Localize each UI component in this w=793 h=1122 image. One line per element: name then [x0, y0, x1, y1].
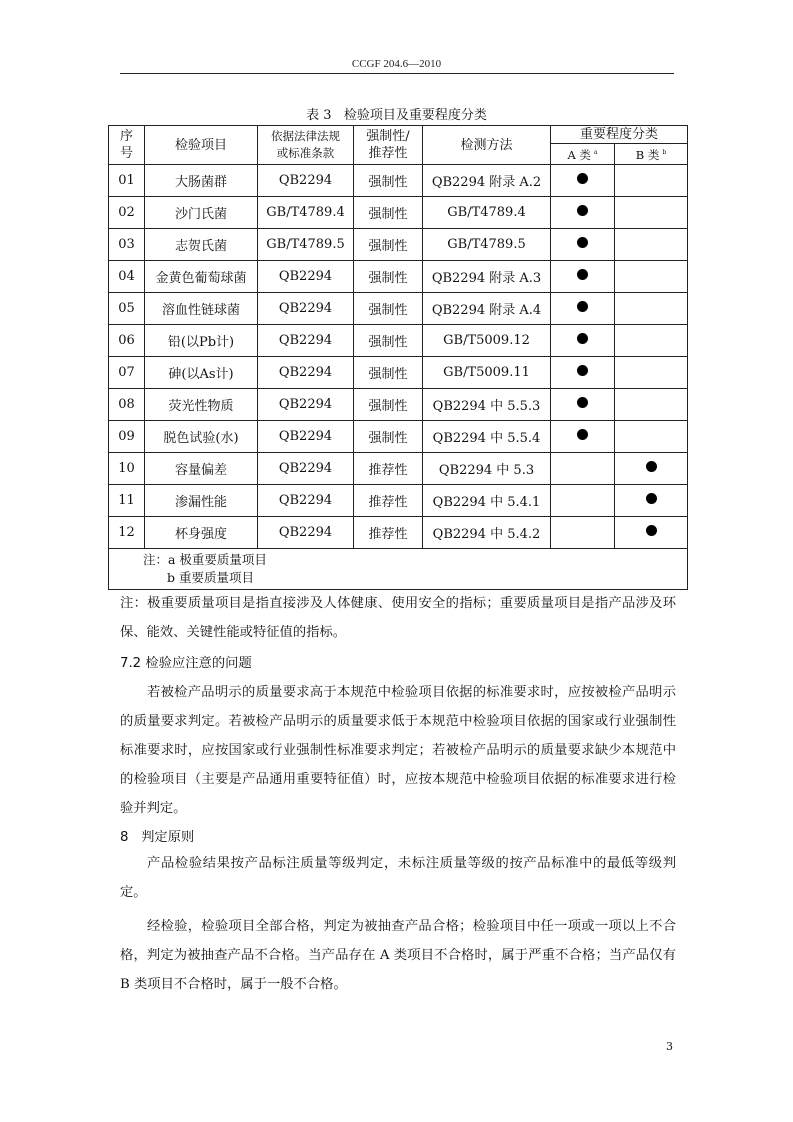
table-row: [109, 421, 688, 453]
table-row: [109, 389, 688, 421]
row-class-a: [551, 293, 615, 325]
inspection-table: [108, 125, 688, 590]
row-item: 荧光性物质: [145, 389, 258, 421]
row-basis: QB2294: [258, 421, 354, 453]
page-number: 3: [666, 1040, 673, 1053]
row-method: GB/T5009.11: [423, 357, 551, 389]
header-class-a: [551, 144, 615, 165]
row-number: 03: [109, 229, 145, 261]
row-type: 推荐性: [354, 485, 423, 517]
row-class-b: [615, 229, 688, 261]
row-class-a: [551, 485, 615, 517]
row-item: 杯身强度: [145, 517, 258, 549]
row-class-a: [551, 261, 615, 293]
row-class-b: [615, 325, 688, 357]
row-basis: QB2294: [258, 389, 354, 421]
table-row: [109, 485, 688, 517]
row-item: 大肠菌群: [145, 165, 258, 197]
row-basis: QB2294: [258, 453, 354, 485]
table-row: [109, 357, 688, 389]
legend-line-b: b 重要质量项目: [167, 570, 254, 585]
row-item: 沙门氏菌: [145, 197, 258, 229]
row-class-b: [615, 485, 688, 517]
table-row: [109, 261, 688, 293]
header-method: 检测方法: [423, 126, 551, 165]
row-number: 08: [109, 389, 145, 421]
row-item: 渗漏性能: [145, 485, 258, 517]
row-class-b: [615, 517, 688, 549]
row-type: 强制性: [354, 293, 423, 325]
table-row: [109, 165, 688, 197]
filled-circle-icon: [577, 429, 588, 440]
row-item: 铅(以Pb计): [145, 325, 258, 357]
table-legend: [109, 549, 688, 590]
row-item: 容量偏差: [145, 453, 258, 485]
filled-circle-icon: [646, 461, 657, 472]
row-number: 05: [109, 293, 145, 325]
row-class-b: [615, 453, 688, 485]
row-type: 强制性: [354, 261, 423, 293]
table-row: [109, 197, 688, 229]
table-row: [109, 325, 688, 357]
row-class-a: [551, 389, 615, 421]
header-mandatory: 强制性/ 推荐性: [354, 126, 423, 165]
row-class-b: [615, 197, 688, 229]
section-7-2-body: 若被检产品明示的质量要求高于本规范中检验项目依据的标准要求时，应按被检产品明示的质量要求判定。若被检产品明示的质量要求低于本规范中检验项目依据的国家或行业强制性标准要求时，应按国家或行业强制性标准要求判定；若被检产品明示的质量要求缺少本规范中的检验项目（主要是产品通用重要特征值）时，应按本规范中检验项目依据的标准要求进行检验并判定。: [120, 685, 676, 816]
row-method: QB2294 中 5.4.2: [423, 517, 551, 549]
row-basis: QB2294: [258, 517, 354, 549]
table-row: [109, 229, 688, 261]
row-number: 02: [109, 197, 145, 229]
row-class-a: [551, 325, 615, 357]
filled-circle-icon: [646, 525, 657, 536]
row-class-a: [551, 517, 615, 549]
row-basis: QB2294: [258, 165, 354, 197]
row-method: GB/T4789.5: [423, 229, 551, 261]
row-class-b: [615, 421, 688, 453]
row-item: 志贺氏菌: [145, 229, 258, 261]
table-row: [109, 517, 688, 549]
table-caption: 表 3 检验项目及重要程度分类: [306, 108, 487, 123]
row-class-b: [615, 389, 688, 421]
row-type: 推荐性: [354, 453, 423, 485]
row-type: 推荐性: [354, 517, 423, 549]
header-importance: 重要程度分类: [551, 126, 688, 144]
filled-circle-icon: [577, 173, 588, 184]
row-class-a: [551, 165, 615, 197]
row-item: 溶血性链球菌: [145, 293, 258, 325]
legend-line-a: 注：a 极重要质量项目: [143, 552, 267, 567]
row-method: QB2294 附录 A.2: [423, 165, 551, 197]
row-basis: QB2294: [258, 261, 354, 293]
row-type: 强制性: [354, 165, 423, 197]
row-type: 强制性: [354, 197, 423, 229]
row-number: 09: [109, 421, 145, 453]
row-basis: GB/T4789.5: [258, 229, 354, 261]
filled-circle-icon: [577, 365, 588, 376]
header-class-b-sup: b: [662, 149, 667, 157]
row-class-a: [551, 229, 615, 261]
section-7-2-heading: 7.2 检验应注意的问题: [120, 656, 252, 671]
row-item: 脱色试验(水): [145, 421, 258, 453]
row-method: QB2294 中 5.5.4: [423, 421, 551, 453]
row-number: 12: [109, 517, 145, 549]
header-basis: 依据法律法规 或标准条款: [258, 126, 354, 165]
row-basis: QB2294: [258, 357, 354, 389]
row-method: QB2294 中 5.5.3: [423, 389, 551, 421]
row-basis: QB2294: [258, 485, 354, 517]
row-number: 04: [109, 261, 145, 293]
filled-circle-icon: [577, 397, 588, 408]
row-item: 金黄色葡萄球菌: [145, 261, 258, 293]
row-class-b: [615, 357, 688, 389]
row-method: QB2294 附录 A.4: [423, 293, 551, 325]
row-number: 11: [109, 485, 145, 517]
row-method: QB2294 附录 A.3: [423, 261, 551, 293]
header-class-a-label: A 类: [567, 147, 591, 162]
row-basis: GB/T4789.4: [258, 197, 354, 229]
row-class-b: [615, 261, 688, 293]
header-class-b: [615, 144, 688, 165]
filled-circle-icon: [577, 333, 588, 344]
header-class-a-sup: a: [593, 149, 598, 157]
header-seq: 序 号: [109, 126, 145, 165]
section-8-para-2: 经检验，检验项目全部合格，判定为被抽查产品合格；检验项目中任一项或一项以上不合格，判定为被抽查产品不合格。当产品存在 A 类项目不合格时，属于严重不合格；当产品仅有 B 类项目不合格时，属于一般不合格。: [120, 919, 676, 992]
table-row: [109, 453, 688, 485]
filled-circle-icon: [577, 205, 588, 216]
running-header: CCGF 204.6—2010: [351, 58, 442, 70]
row-class-a: [551, 421, 615, 453]
filled-circle-icon: [577, 269, 588, 280]
row-class-b: [615, 293, 688, 325]
filled-circle-icon: [577, 301, 588, 312]
row-type: 强制性: [354, 229, 423, 261]
table-body: [109, 165, 688, 549]
section-8-para-1: 产品检验结果按产品标注质量等级判定，未标注质量等级的按产品标准中的最低等级判定。: [120, 856, 676, 900]
section-8-heading: 8 判定原则: [120, 830, 195, 845]
row-class-a: [551, 453, 615, 485]
row-type: 强制性: [354, 421, 423, 453]
row-method: GB/T5009.12: [423, 325, 551, 357]
row-method: QB2294 中 5.4.1: [423, 485, 551, 517]
header-divider: [120, 73, 674, 74]
row-item: 砷(以As计): [145, 357, 258, 389]
table-row: [109, 293, 688, 325]
row-class-b: [615, 165, 688, 197]
filled-circle-icon: [646, 493, 657, 504]
row-method: GB/T4789.4: [423, 197, 551, 229]
row-method: QB2294 中 5.3: [423, 453, 551, 485]
row-type: 强制性: [354, 325, 423, 357]
table-note: 注：极重要质量项目是指直接涉及人体健康、使用安全的指标；重要质量项目是指产品涉及环保、能效、关键性能或特征值的指标。: [120, 596, 676, 640]
row-number: 07: [109, 357, 145, 389]
row-number: 06: [109, 325, 145, 357]
filled-circle-icon: [577, 237, 588, 248]
row-basis: QB2294: [258, 293, 354, 325]
row-type: 强制性: [354, 357, 423, 389]
row-type: 强制性: [354, 389, 423, 421]
row-class-a: [551, 357, 615, 389]
header-class-b-label: B 类: [635, 147, 660, 162]
row-number: 10: [109, 453, 145, 485]
row-class-a: [551, 197, 615, 229]
header-item: 检验项目: [145, 126, 258, 165]
row-number: 01: [109, 165, 145, 197]
row-basis: QB2294: [258, 325, 354, 357]
